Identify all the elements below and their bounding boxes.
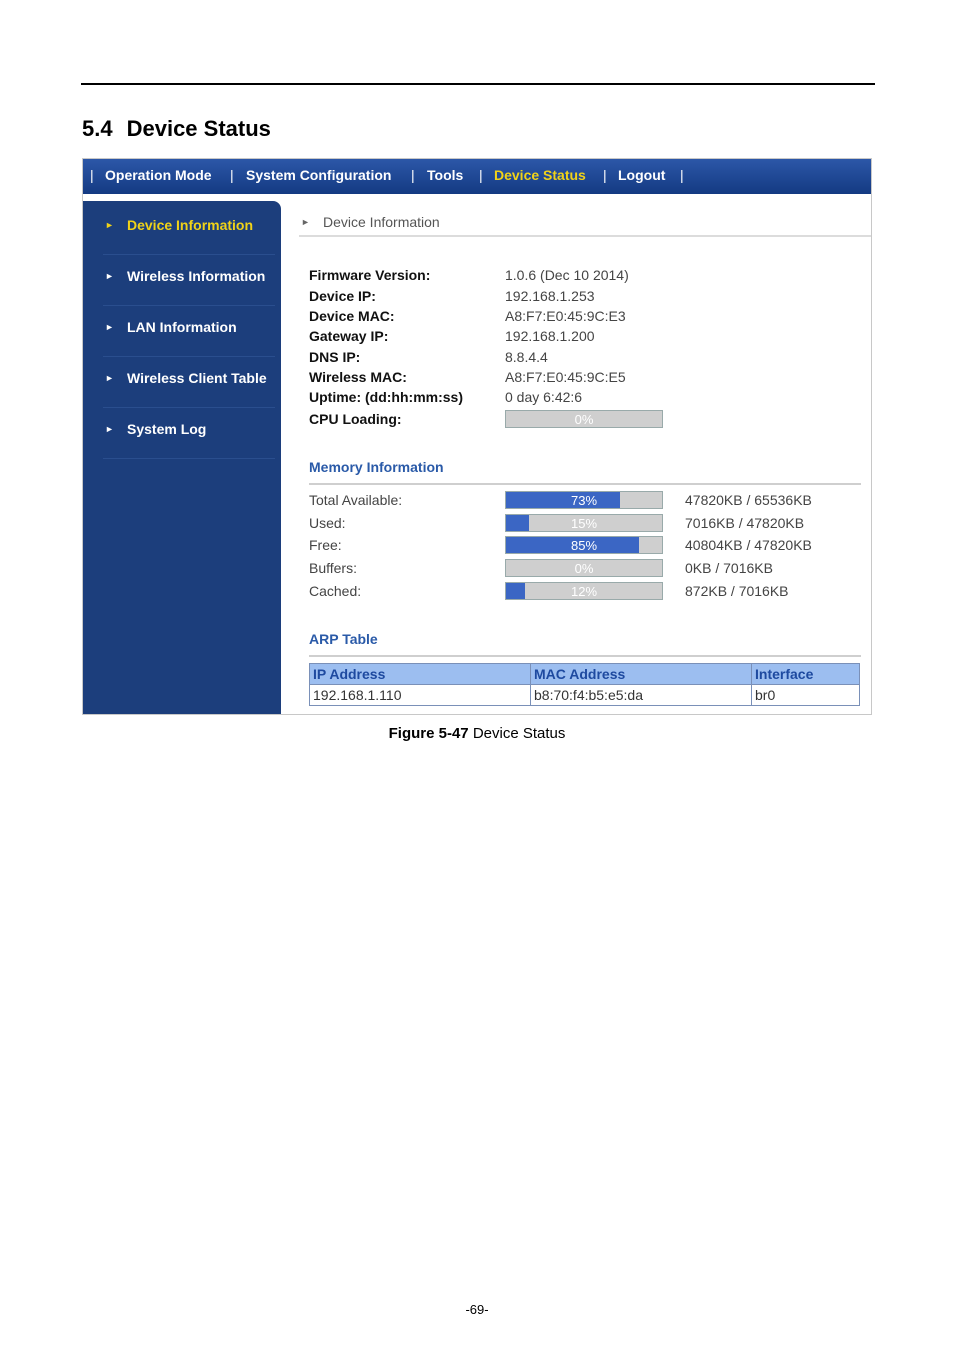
memory-free-label: Free: [309, 537, 342, 553]
memory-used-bar [505, 514, 663, 532]
wireless-mac-label: Wireless MAC: [309, 369, 407, 385]
memory-total-available-value: 47820KB / 65536KB [685, 492, 812, 508]
section-number: 5.4 [82, 116, 113, 141]
nav-separator: | [603, 167, 607, 183]
table-row [310, 685, 860, 706]
page-number: -69- [465, 1302, 489, 1317]
sidebar-item-label: Wireless Information [127, 268, 266, 284]
arp-cell-interface: br0 [752, 685, 860, 706]
arrow-right-icon: ► [105, 373, 114, 383]
uptime-label: Uptime: (dd:hh:mm:ss) [309, 389, 463, 405]
sidebar-item-label: LAN Information [127, 319, 237, 335]
memory-free-value: 40804KB / 47820KB [685, 537, 812, 553]
firmware-version-label: Firmware Version: [309, 267, 431, 283]
memory-total-available-percent: 73% [570, 493, 598, 508]
arp-table-title: ARP Table [309, 631, 378, 647]
arrow-right-icon: ► [105, 271, 114, 281]
wireless-mac-value: A8:F7:E0:45:9C:E5 [505, 369, 626, 385]
arp-divider [309, 655, 861, 657]
memory-used-value: 7016KB / 47820KB [685, 515, 805, 531]
panel-title: Device Information [323, 214, 440, 230]
figure-number: Figure 5-47 [388, 725, 469, 742]
memory-buffers-bar [505, 559, 663, 577]
device-mac-label: Device MAC: [309, 308, 395, 324]
arrow-right-icon: ► [301, 217, 310, 227]
arp-cell-ip: 192.168.1.110 [310, 685, 531, 706]
arrow-right-icon: ► [105, 424, 114, 434]
sidebar-item-wireless-information[interactable] [103, 255, 275, 306]
arp-cell-mac: b8:70:f4:b5:e5:da [531, 685, 752, 706]
arrow-right-icon: ► [105, 220, 114, 230]
memory-cached-bar [505, 582, 663, 600]
nav-device-status[interactable]: Device Status [494, 167, 586, 183]
memory-information-title: Memory Information [309, 459, 444, 475]
cpu-loading-percent: 0% [574, 412, 594, 427]
memory-total-available-bar [505, 491, 663, 509]
gateway-ip-value: 192.168.1.200 [505, 328, 595, 344]
arp-header-ip: IP Address [310, 664, 531, 685]
figure-caption [0, 725, 954, 742]
section-heading [82, 116, 271, 142]
device-mac-value: A8:F7:E0:45:9C:E3 [505, 308, 626, 324]
memory-cached-value: 872KB / 7016KB [685, 583, 789, 599]
gateway-ip-label: Gateway IP: [309, 328, 389, 344]
nav-separator: | [411, 167, 415, 183]
dns-ip-value: 8.8.4.4 [505, 349, 548, 365]
uptime-value: 0 day 6:42:6 [505, 389, 583, 405]
memory-cached-percent: 12% [570, 584, 598, 599]
arp-header-mac: MAC Address [531, 664, 752, 685]
sidebar-item-label: Device Information [127, 217, 254, 233]
memory-buffers-percent: 0% [574, 561, 594, 576]
memory-divider [309, 483, 861, 485]
nav-logout[interactable]: Logout [618, 167, 666, 183]
figure-text: Device Status [472, 725, 566, 742]
cpu-loading-label: CPU Loading: [309, 411, 402, 427]
memory-free-bar [505, 536, 663, 554]
sidebar-item-system-log[interactable] [103, 408, 275, 459]
top-nav-bar [83, 159, 871, 194]
cpu-loading-bar [505, 410, 663, 428]
memory-cached-label: Cached: [309, 583, 362, 599]
nav-separator: | [680, 167, 684, 183]
nav-separator: | [90, 167, 94, 183]
device-ip-label: Device IP: [309, 288, 376, 304]
sidebar-item-wireless-client-table[interactable] [103, 357, 275, 408]
sidebar-item-label: Wireless Client Table [127, 370, 267, 386]
sidebar-item-device-information[interactable] [103, 204, 275, 255]
memory-used-label: Used: [309, 515, 346, 531]
sidebar-item-lan-information[interactable] [103, 306, 275, 357]
nav-separator: | [479, 167, 483, 183]
top-rule [81, 83, 875, 85]
memory-total-available-label: Total Available: [309, 492, 403, 508]
memory-buffers-label: Buffers: [309, 560, 357, 576]
nav-operation-mode[interactable]: Operation Mode [105, 167, 212, 183]
device-ip-value: 192.168.1.253 [505, 288, 595, 304]
arp-header-row [310, 664, 860, 685]
sidebar-item-label: System Log [127, 421, 207, 437]
firmware-version-value: 1.0.6 (Dec 10 2014) [505, 267, 629, 283]
arrow-right-icon: ► [105, 322, 114, 332]
memory-used-percent: 15% [570, 516, 598, 531]
memory-buffers-value: 0KB / 7016KB [685, 560, 773, 576]
panel-heading [299, 213, 871, 237]
device-status-screenshot [82, 158, 872, 715]
nav-separator: | [230, 167, 234, 183]
nav-system-configuration[interactable]: System Configuration [246, 167, 392, 183]
section-title: Device Status [126, 116, 271, 141]
nav-tools[interactable]: Tools [427, 167, 464, 183]
memory-free-percent: 85% [570, 538, 598, 553]
arp-header-interface: Interface [752, 664, 860, 685]
sidebar [83, 201, 281, 715]
arp-table [309, 663, 860, 706]
dns-ip-label: DNS IP: [309, 349, 361, 365]
